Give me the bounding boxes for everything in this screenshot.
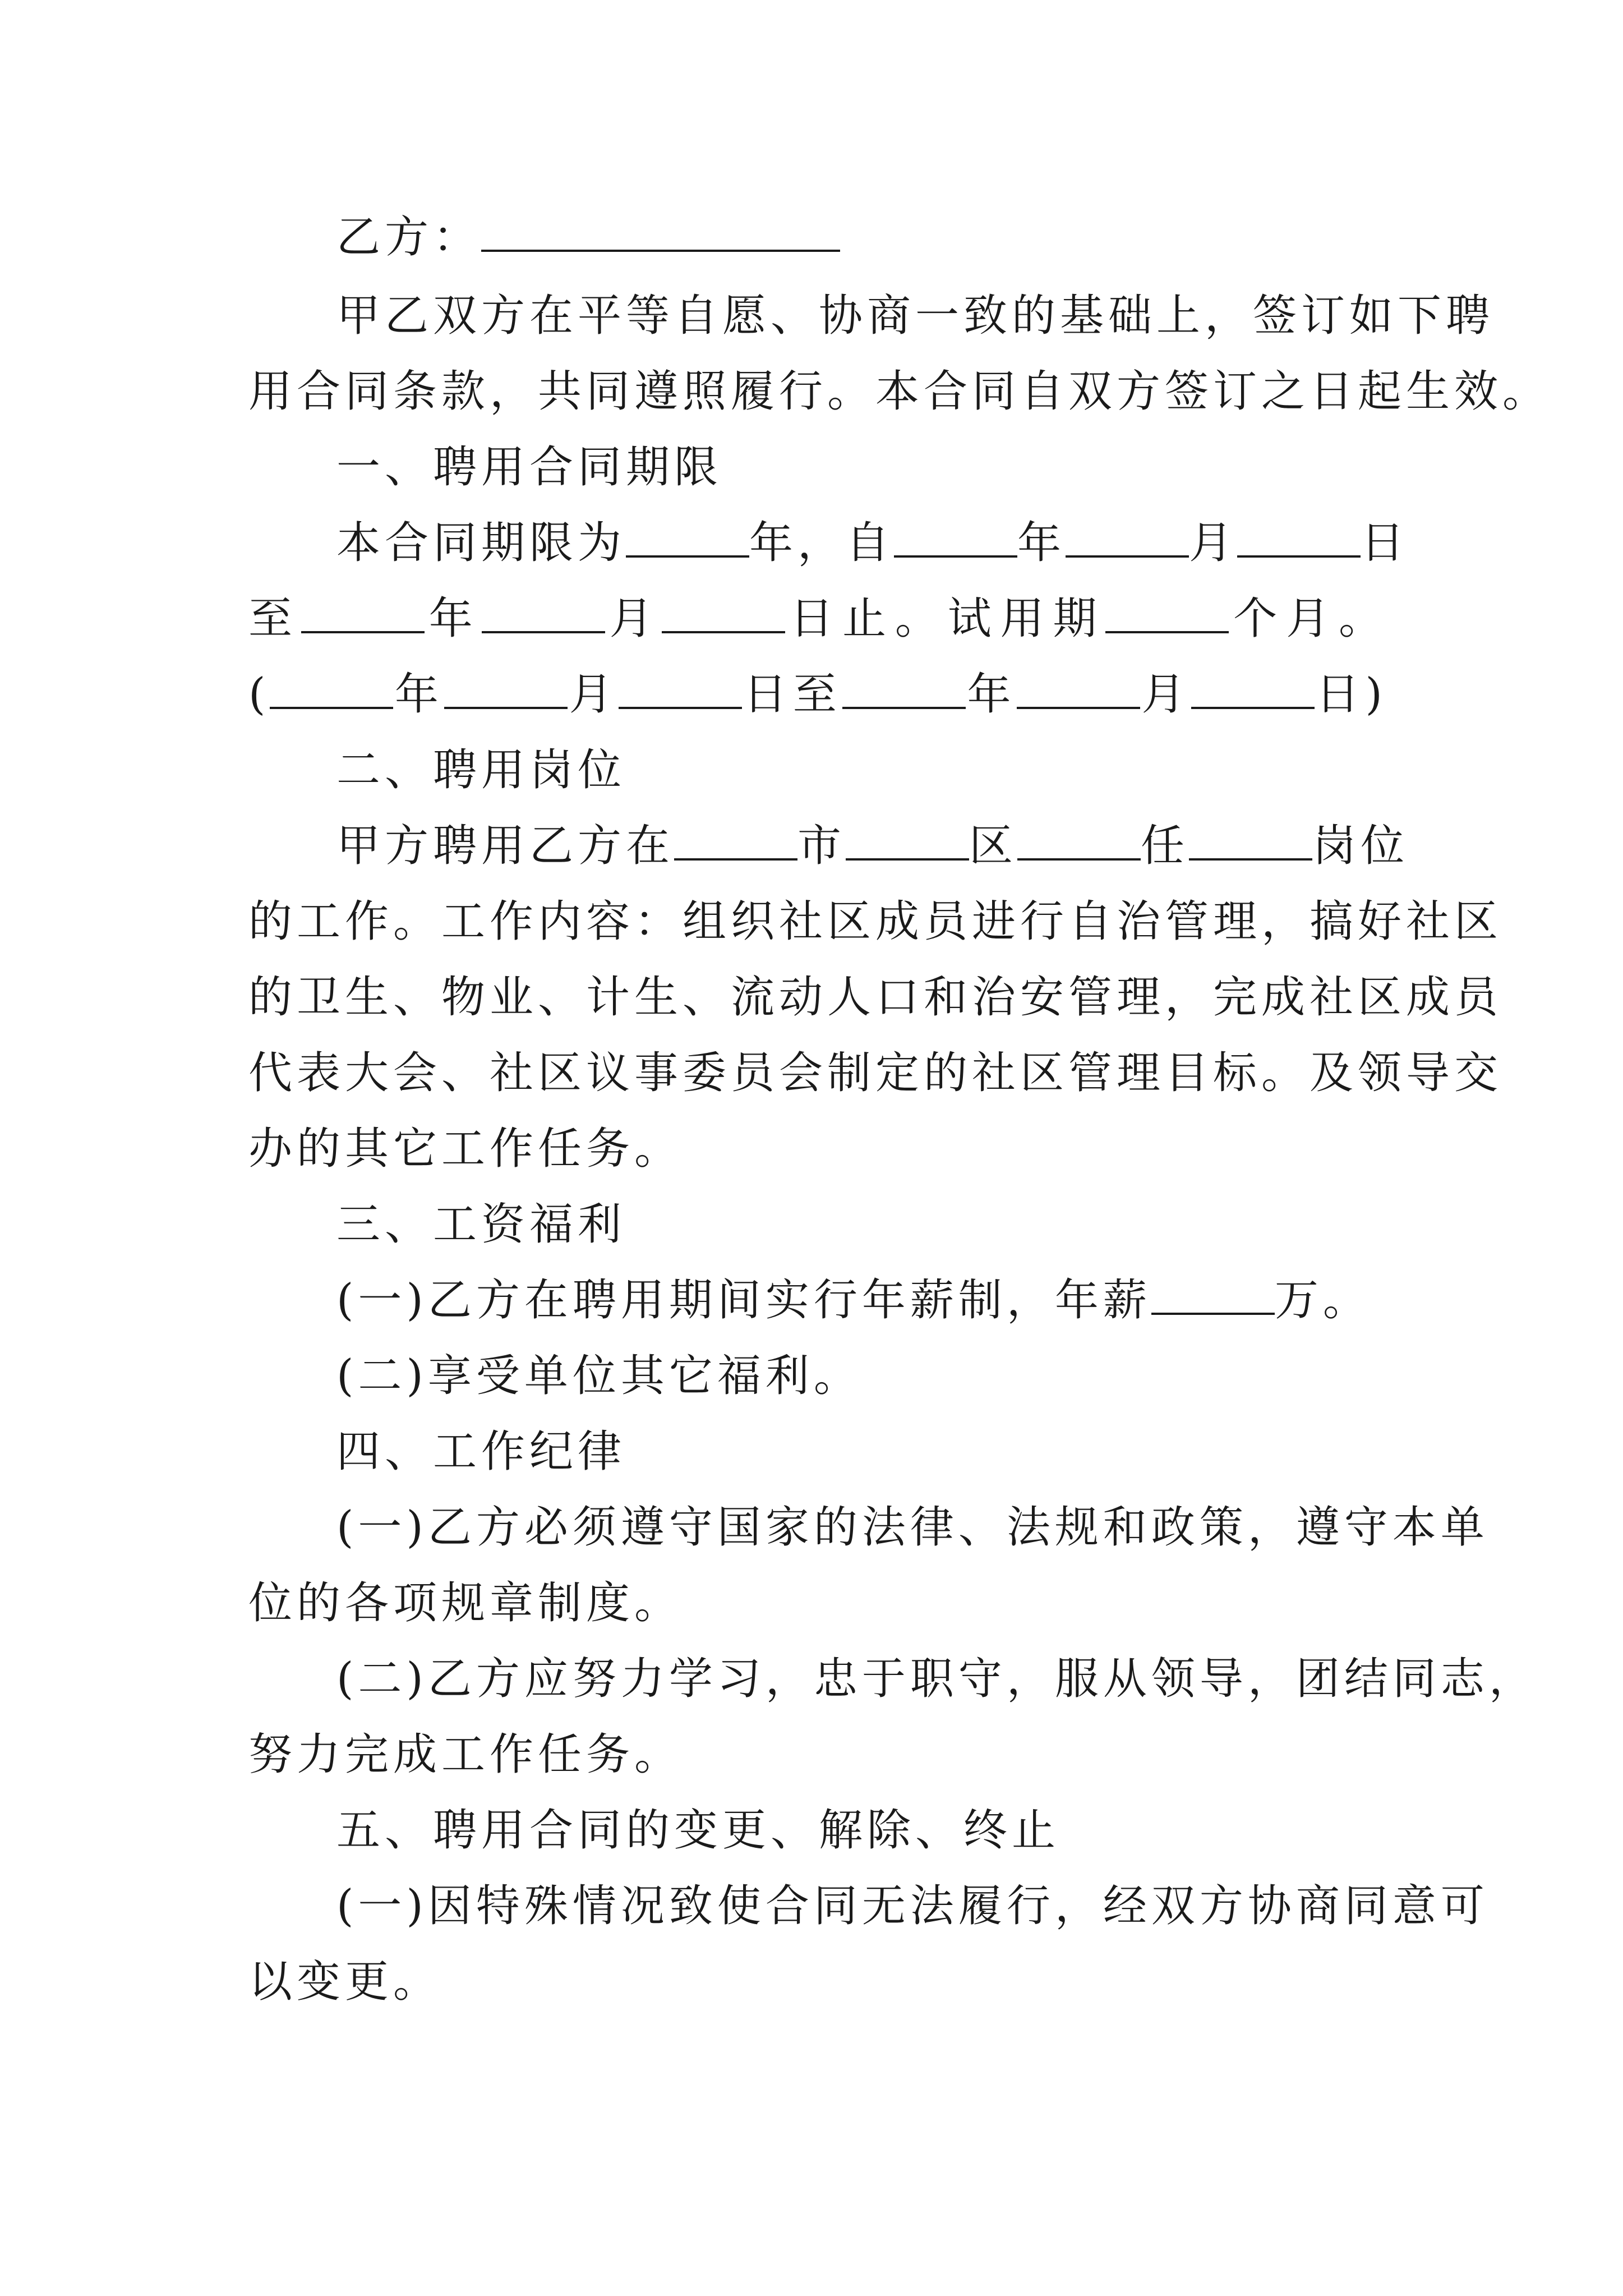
benefits-line: (二)享受单位其它福利。 — [336, 1351, 862, 1401]
end-day-blank[interactable] — [662, 597, 785, 633]
end-month-blank[interactable] — [482, 597, 605, 633]
intro-line-2: 用合同条款，共同遵照履行。本合同自双方签订之日起生效。 — [248, 366, 1551, 417]
party-b-label: 乙方： — [336, 212, 482, 263]
term-line-3: ( 年 月 日至 年 月 日) — [248, 669, 1387, 720]
probation-start-month-blank[interactable] — [444, 673, 568, 709]
start-month-blank[interactable] — [1066, 522, 1189, 558]
discipline-2-line-2: 努力完成工作任务。 — [248, 1729, 683, 1780]
party-b-blank[interactable] — [481, 216, 840, 252]
start-day-blank[interactable] — [1237, 522, 1361, 558]
post-line-2: 的工作。工作内容：组织社区成员进行自治管理，搞好社区 — [248, 896, 1503, 947]
probation-start-year-blank[interactable] — [270, 673, 393, 709]
post-line-3: 的卫生、物业、计生、流动人口和治安管理，完成社区成员 — [248, 972, 1503, 1023]
intro-line-1: 甲乙双方在平等自愿、协商一致的基础上，签订如下聘 — [336, 291, 1495, 341]
district-blank[interactable] — [846, 825, 969, 861]
probation-end-day-blank[interactable] — [1191, 673, 1315, 709]
post-line-4: 代表大会、社区议事委员会制定的社区管理目标。及领导交 — [248, 1048, 1503, 1098]
section-1-heading: 一、聘用合同期限 — [336, 442, 723, 493]
probation-end-year-blank[interactable] — [842, 673, 966, 709]
party-b-line — [336, 206, 1387, 268]
probation-months-blank[interactable] — [1105, 597, 1229, 633]
end-year-blank[interactable] — [301, 597, 425, 633]
position-blank-1[interactable] — [1017, 825, 1141, 861]
post-line-5: 办的其它工作任务。 — [248, 1124, 683, 1174]
post-line-1: 甲方聘用乙方在 市 区 任 岗位 — [336, 821, 1409, 871]
city-blank[interactable] — [674, 825, 797, 861]
discipline-1-line-1: (一)乙方必须遵守国家的法律、法规和政策，遵守本单 — [336, 1502, 1489, 1553]
change-1-line-2: 以变更。 — [248, 1957, 442, 2007]
start-year-blank[interactable] — [894, 522, 1017, 558]
probation-start-day-blank[interactable] — [619, 673, 742, 709]
annual-salary-blank[interactable] — [1151, 1279, 1275, 1315]
section-4-heading: 四、工作纪律 — [336, 1427, 626, 1477]
section-3-heading: 三、工资福利 — [336, 1199, 626, 1250]
probation-end-month-blank[interactable] — [1017, 673, 1140, 709]
section-2-heading: 二、聘用岗位 — [336, 745, 626, 795]
term-line-2: 至 年 月 日止。试用期 个月。 — [248, 593, 1387, 644]
term-line-1: 本合同期限为 年，自 年 月 日 — [336, 518, 1409, 568]
salary-line: (一)乙方在聘用期间实行年薪制，年薪 万。 — [336, 1275, 1371, 1326]
position-blank-2[interactable] — [1189, 825, 1312, 861]
discipline-1-line-2: 位的各项规章制度。 — [248, 1578, 683, 1628]
section-5-heading: 五、聘用合同的变更、解除、终止 — [336, 1805, 1061, 1856]
discipline-2-line-1: (二)乙方应努力学习，忠于职守，服从领导，团结同志， — [336, 1654, 1537, 1704]
term-years-blank[interactable] — [626, 522, 749, 558]
change-1-line-1: (一)因特殊情况致使合同无法履行，经双方协商同意可 — [336, 1881, 1489, 1931]
